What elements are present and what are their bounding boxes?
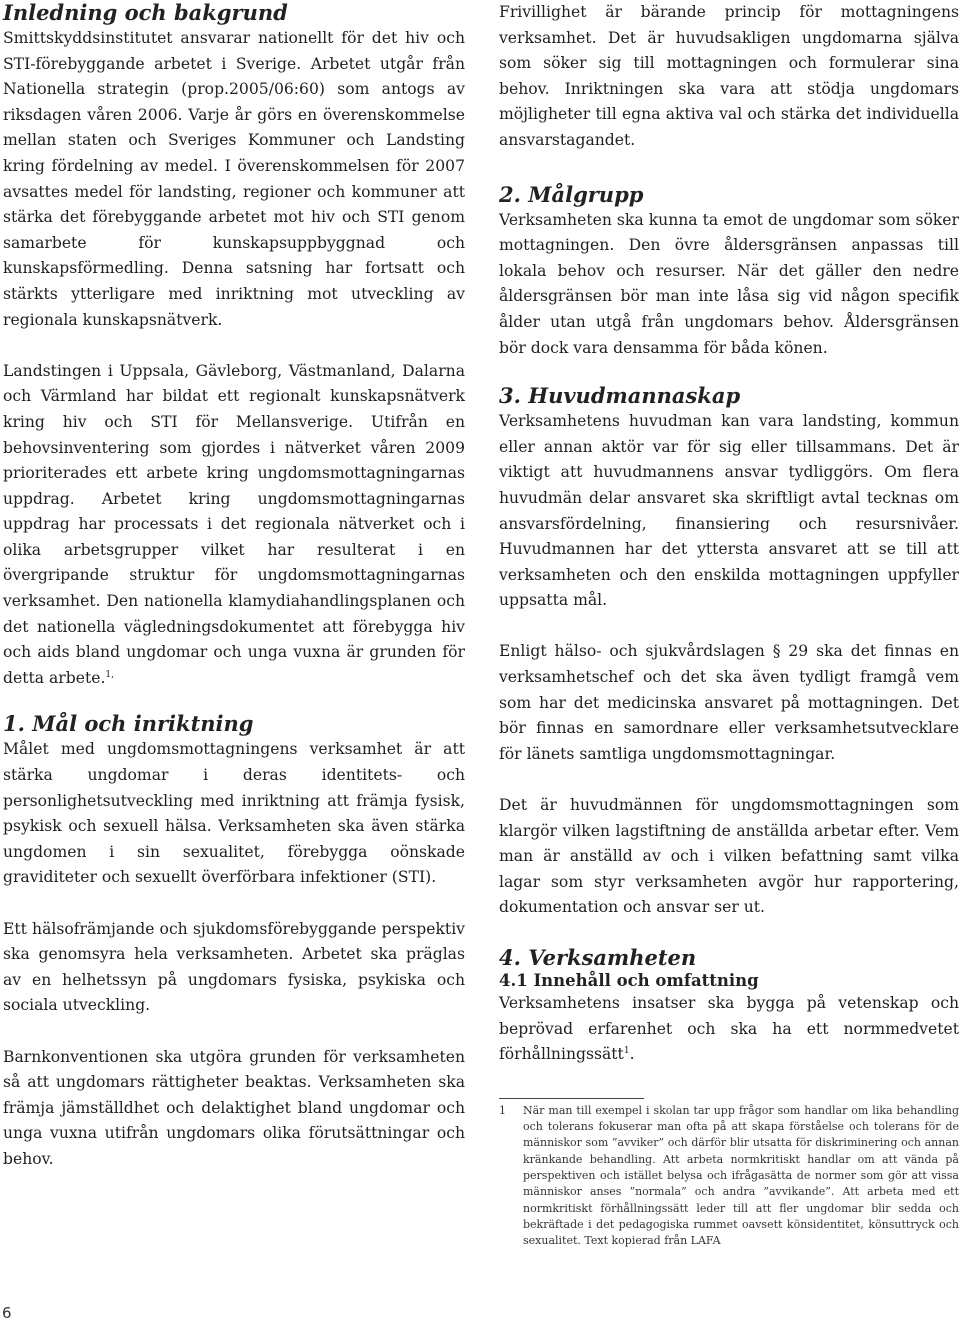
intro-paragraph-2-text: Landstingen i Uppsala, Gävleborg, Västmanland, Dalarna och Värmland har bildat ett regionalt kunskapsnätverk kring hiv och STI för Mellansverige. Utifrån en behovsinventering som gjordes i nätverket våren 2009 prioriterades ett arbete kring ungdomsmottagningarnas uppdrag. Arbetet kring ungdomsmottagningarnas uppdrag har processats i det regionala nätverket och i olika arbetsgrupper vilket har resulterat i en övergripande struktur för ungdomsmottagningarnas verksamhet. Den nationella klamydiahandlingsplanen och det nationella vägledningsdokumentet att förebygga hiv och aids bland ungdomar och unga vuxna är grunden för detta arbete. xyxy=(3,361,465,687)
footnote-divider xyxy=(499,1098,644,1099)
section-4-1-paragraph-1-end: . xyxy=(629,1045,635,1064)
intro-paragraph-2 xyxy=(3,359,465,692)
section-4-1-heading: 4.1 Innehåll och omfattning xyxy=(499,971,759,990)
section-1-paragraph-3: Barnkonventionen ska utgöra grunden för verksamheten så att ungdomars rättigheter beaktas. Verksamheten ska främja jämställdhet och delaktighet bland ungdomar och unga vuxna utifrån ungdomars olika förutsättningar och behov. xyxy=(3,1047,465,1168)
section-2-paragraph-1: Verksamheten ska kunna ta emot de ungdomar som söker mottagningen. Den övre åldersgränsen anpassas till lokala behov och resurser. När det gäller den nedre åldersgränsen bör man inte låsa sig vid någon specifik ålder utan utgå från ungdomars behov. Åldersgränsen bör dock vara densamma för båda könen. xyxy=(499,210,959,357)
section-2-heading: 2. Målgrupp xyxy=(499,181,644,207)
footnote xyxy=(499,1103,959,1250)
footnote-ref: 1, xyxy=(105,669,115,680)
section-4-1-paragraph-1 xyxy=(499,991,959,1068)
section-3-paragraph-1: Verksamhetens huvudman kan vara landsting, kommun eller annan aktör var för sig eller tillsammans. Det är viktigt att huvudmannens ansvar tydliggörs. Om flera huvudmän delar ansvaret ska skriftligt avtal tecknas om ansvarsfördelning, finansiering och resursnivåer. Huvudmannen har det yttersta ansvaret att se till att verksamheten och den enskilda mottagningen uppfyller uppsatta mål. xyxy=(499,412,959,610)
right-paragraph-0: Frivillighet är bärande princip för mottagningens verksamhet. Det är huvudsakligen ungdomarna själva som söker sig till mottagningen och formulerar sina behov. Inriktningen ska vara att stödja ungdomars möjligheter till egna aktiva val och stärka det individuella ansvarstagandet. xyxy=(499,3,959,149)
section-3-paragraph-2: Enligt hälso- och sjukvårdslagen § 29 ska det finnas en verksamhetschef och det ska även tydligt framgå vem som har det medicinska ansvaret på mottagningen. Det bör finnas en samordnare eller verksamhetsutvecklare för länets samtliga ungdomsmottagningar. xyxy=(499,642,959,763)
section-4-heading: 4. Verksamheten xyxy=(499,945,697,970)
left-column xyxy=(3,0,465,1173)
intro-paragraph-1: Smittskyddsinstitutet ansvarar nationellt för det hiv och STI-förebyggande arbetet i Sverige. Arbetet utgår från Nationella strategin (prop.2005/06:60) som antogs av riksdagen våren 2006. Varje år görs en överenskommelse mellan staten och Sveriges Kommuner och Landsting kring fördelning av medel. I överenskommelsen för 2007 avsattes medel för landsting, regioner och kommuner att stärka det förebyggande arbetet mot hiv och STI genom samarbete för kunskapsuppbyggnad och kunskapsförmedling. Denna satsning har fortsatt och stärkts ytterligare med inriktning mot utveckling av regionala kunskapsnätverk. xyxy=(3,29,465,329)
section-1-paragraph-1: Målet med ungdomsmottagningens verksamhet är att stärka ungdomar i deras identitets- och personlighetsutveckling med inriktning att främja fysisk, psykisk och sexuell hälsa. Verksamheten ska även stärka ungdomen i sin sexualitet, förebygga oönskade graviditeter och sexuellt överförbara infektioner (STI). xyxy=(3,740,465,887)
section-1-heading: 1. Mål och inriktning xyxy=(3,711,254,737)
footnote-number: 1 xyxy=(499,1103,506,1117)
page-number: 6 xyxy=(2,1304,12,1322)
section-4-1-paragraph-1-text: Verksamhetens insatser ska bygga på vetenskap och beprövad erfarenhet och ska ha ett normmedvetet förhållningssätt xyxy=(499,994,959,1064)
intro-heading: Inledning och bakgrund xyxy=(3,0,288,25)
footnote-text: När man till exempel i skolan tar upp frågor som handlar om lika behandling och tolerans fokuserar man ofta på att skapa förståelse och tolerans för de människor som ”avviker” och därför blir utsatta för diskriminering och annan kränkande behandling. Att arbeta normkritiskt handlar om att vända på perspektiven och istället belysa och ifrågasätta de normer som gör att vissa människor anses ”normala” och andra ”avvikande”. Att arbeta med ett normkritiskt förhållningssätt leder till att fler ungdomar blir sedda och bekräftade i det pedagogiska rummet oavsett könsidentitet, könsuttryck och sexualitet. Text kopierad från LAFA xyxy=(523,1103,959,1248)
section-3-heading: 3. Huvudmannaskap xyxy=(499,383,741,409)
section-1-paragraph-2: Ett hälsofrämjande och sjukdomsförebyggande perspektiv ska genomsyra hela verksamheten. Arbetet ska präglas av en helhetssyn på ungdomars fysiska, psykiska och sociala utveckling. xyxy=(3,919,465,1015)
footnote-ref: 1 xyxy=(623,1046,630,1056)
section-3-paragraph-3: Det är huvudmännen för ungdomsmottagningen som klargör vilken lagstiftning de anställda arbetar efter. Vem man är anställd av och i vilken befattning samt vilka lagar som styr verksamheten avgör hur rapportering, dokumentation och ansvar ser ut. xyxy=(499,796,959,917)
right-column xyxy=(499,0,959,1249)
